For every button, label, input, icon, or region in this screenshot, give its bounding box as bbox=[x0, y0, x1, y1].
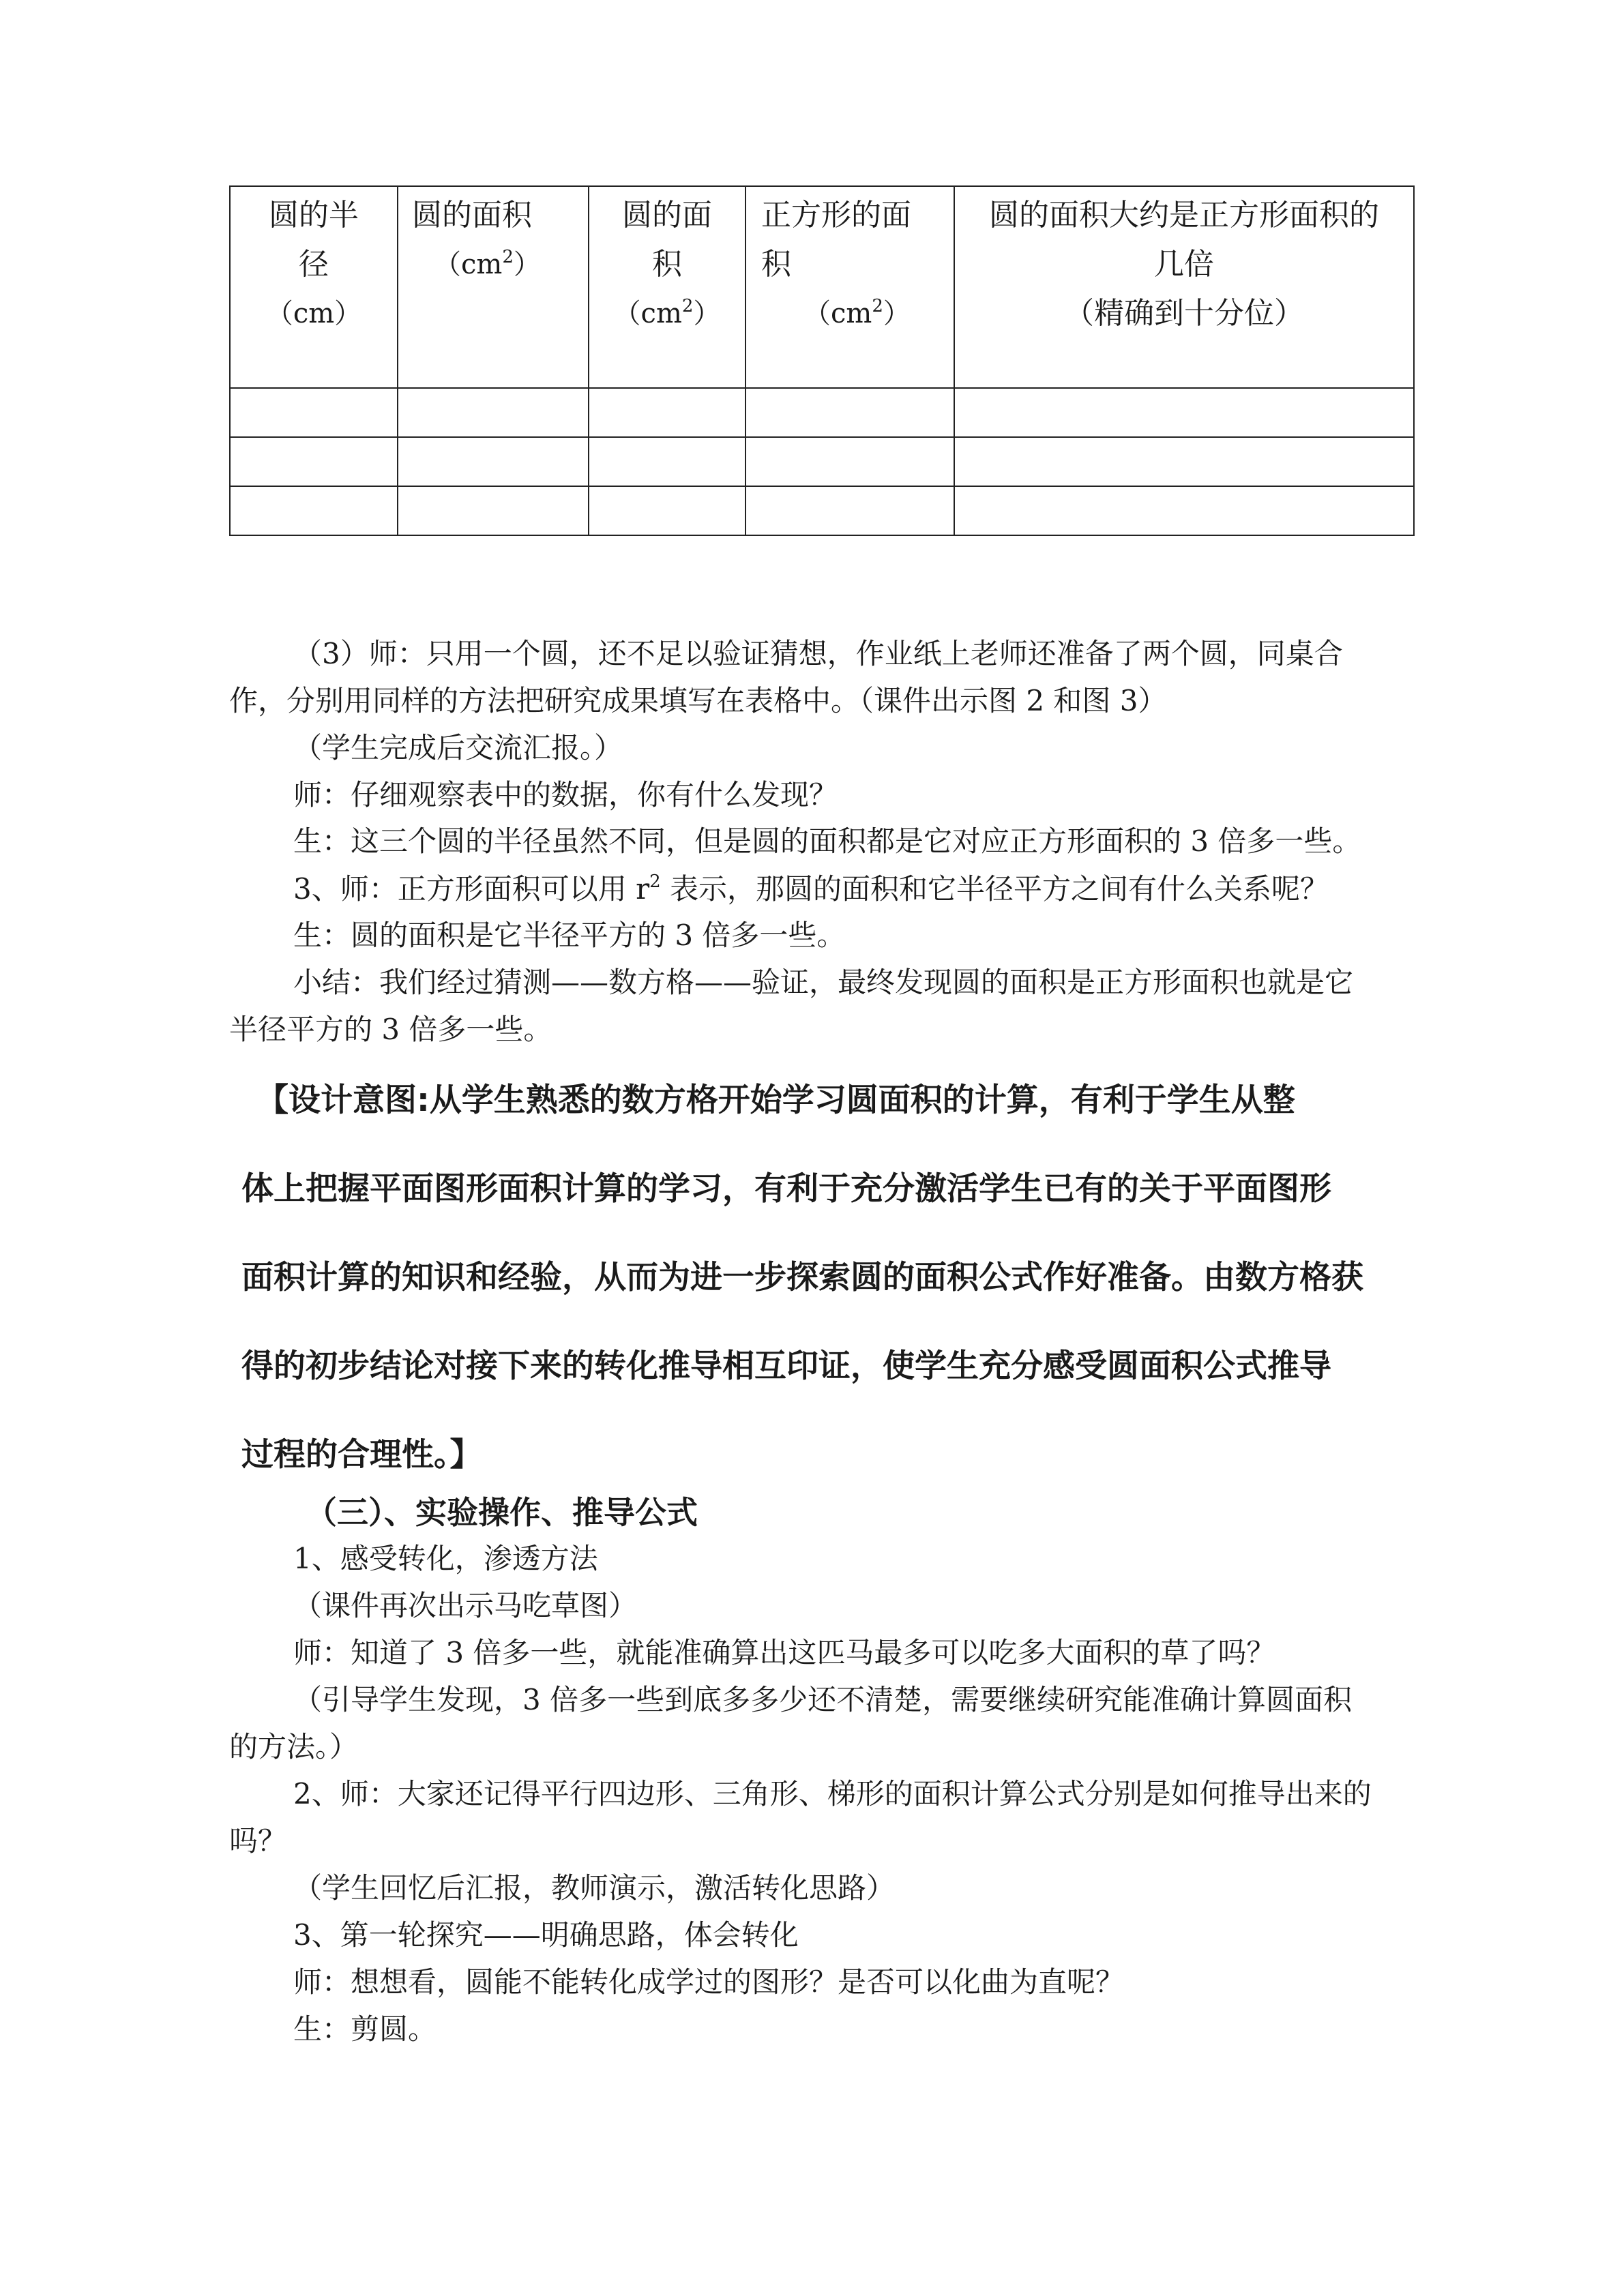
text-pre: 3、师：正方形面积可以用 r bbox=[293, 872, 650, 906]
section-heading: （三）、实验操作、推导公式 bbox=[306, 1494, 698, 1531]
table-cell[interactable] bbox=[589, 486, 745, 535]
table-row bbox=[230, 486, 1414, 535]
paragraph-student-conclusion: 生：圆的面积是它半径平方的 3 倍多一些。 bbox=[293, 919, 846, 952]
header-radius-line2: 径 bbox=[299, 247, 329, 282]
section-teacher-prompt: 师：想想看，圆能不能转化成学过的图形？是否可以化曲为直呢？ bbox=[293, 1965, 1125, 1999]
table-row bbox=[230, 437, 1414, 486]
design-intent-line2: 体上把握平面图形面积计算的学习，有利于充分激活学生已有的关于平面图形 bbox=[241, 1170, 1331, 1208]
header-square-area bbox=[745, 186, 954, 388]
header-circle-area-1 bbox=[398, 186, 589, 388]
header-square-area-unit bbox=[746, 289, 954, 338]
table-cell[interactable] bbox=[589, 437, 745, 486]
text-post: 表示，那圆的面积和它半径平方之间有什么关系呢？ bbox=[660, 872, 1329, 906]
header-circle-area-2-line2: 积 bbox=[652, 247, 682, 282]
section-guidance-line1: （引导学生发现，3 倍多一些到底多多少还不清楚，需要继续研究能准确计算圆面积 bbox=[293, 1683, 1353, 1716]
header-circle-area-1-unit bbox=[398, 240, 588, 289]
r-superscript: 2 bbox=[649, 871, 661, 892]
section-step-3: 3、第一轮探究——明确思路，体会转化 bbox=[293, 1918, 799, 1952]
unit-text: （cm bbox=[434, 249, 503, 280]
table-header-row bbox=[230, 186, 1414, 388]
header-ratio-line2: 几倍 bbox=[1154, 247, 1214, 282]
header-radius bbox=[230, 186, 398, 388]
table-cell[interactable] bbox=[398, 388, 589, 437]
design-intent-line1: 【设计意图:从学生熟悉的数方格开始学习圆面积的计算，有利于学生从整 bbox=[256, 1082, 1295, 1119]
unit-superscript: 2 bbox=[872, 295, 883, 316]
table-cell[interactable] bbox=[230, 437, 398, 486]
table-cell[interactable] bbox=[398, 486, 589, 535]
table-cell[interactable] bbox=[589, 388, 745, 437]
header-square-area-line2: 积 bbox=[761, 247, 791, 282]
paragraph-teacher-question: 师：仔细观察表中的数据，你有什么发现？ bbox=[293, 778, 838, 811]
section-step-2-line1: 2、师：大家还记得平行四边形、三角形、梯形的面积计算公式分别是如何推导出来的 bbox=[293, 1777, 1372, 1810]
header-ratio bbox=[954, 186, 1414, 388]
design-intent-line4: 得的初步结论对接下来的转化推导相互印证，使学生充分感受圆面积公式推导 bbox=[241, 1347, 1331, 1385]
unit-close: ） bbox=[693, 298, 721, 329]
paragraph-summary-line2: 半径平方的 3 倍多一些。 bbox=[229, 1013, 552, 1046]
design-intent-line3: 面积计算的知识和经验，从而为进一步探索圆的面积公式作好准备。由数方格获 bbox=[241, 1259, 1363, 1296]
table-cell[interactable] bbox=[954, 486, 1414, 535]
header-circle-area-2-line1: 圆的面 bbox=[622, 198, 712, 233]
unit-text: （cm bbox=[803, 298, 872, 329]
table-cell[interactable] bbox=[745, 388, 954, 437]
table-cell[interactable] bbox=[745, 486, 954, 535]
table-cell[interactable] bbox=[954, 388, 1414, 437]
header-circle-area-1-line1: 圆的面积 bbox=[412, 198, 532, 233]
paragraph-3-line1: （3）师：只用一个圆，还不足以验证猜想，作业纸上老师还准备了两个圆，同桌合 bbox=[293, 637, 1343, 670]
section-step-2-line2: 吗？ bbox=[229, 1824, 287, 1858]
section-student-recall: （学生回忆后汇报，教师演示，激活转化思路） bbox=[293, 1871, 896, 1905]
unit-superscript: 2 bbox=[681, 295, 694, 316]
unit-superscript: 2 bbox=[502, 246, 514, 267]
section-guidance-line2: 的方法。） bbox=[229, 1730, 359, 1763]
paragraph-r-squared bbox=[293, 870, 1329, 908]
design-intent-line5: 过程的合理性。】 bbox=[241, 1436, 482, 1474]
table-row bbox=[230, 388, 1414, 437]
table-cell[interactable] bbox=[954, 437, 1414, 486]
table-cell[interactable] bbox=[745, 437, 954, 486]
header-ratio-line3: （精确到十分位） bbox=[1064, 296, 1304, 331]
table-cell[interactable] bbox=[398, 437, 589, 486]
header-ratio-line1: 圆的面积大约是正方形面积的 bbox=[989, 198, 1379, 233]
unit-close: ） bbox=[513, 249, 541, 280]
section-courseware-note: （课件再次出示马吃草图） bbox=[293, 1589, 638, 1622]
paragraph-student-report: （学生完成后交流汇报。） bbox=[293, 731, 623, 764]
paragraph-3-line2: 作，分别用同样的方法把研究成果填写在表格中。（课件出示图 2 和图 3） bbox=[229, 684, 1167, 717]
header-circle-area-2 bbox=[589, 186, 745, 388]
header-square-area-line1: 正方形的面 bbox=[761, 198, 911, 233]
header-radius-unit: （cm） bbox=[265, 298, 362, 329]
section-step-1: 1、感受转化，渗透方法 bbox=[293, 1542, 598, 1575]
table-cell[interactable] bbox=[230, 388, 398, 437]
table-cell[interactable] bbox=[230, 486, 398, 535]
section-teacher-question: 师：知道了 3 倍多一些，就能准确算出这匹马最多可以吃多大面积的草了吗？ bbox=[293, 1636, 1275, 1669]
unit-close: ） bbox=[883, 298, 911, 329]
unit-text: （cm bbox=[613, 298, 682, 329]
circle-area-table bbox=[229, 185, 1415, 536]
header-radius-line1: 圆的半 bbox=[269, 198, 359, 233]
paragraph-student-answer: 生：这三个圆的半径虽然不同，但是圆的面积都是它对应正方形面积的 3 倍多一些。 bbox=[293, 824, 1361, 858]
section-student-cut: 生：剪圆。 bbox=[293, 2012, 437, 2046]
paragraph-summary-line1: 小结：我们经过猜测——数方格——验证，最终发现圆的面积是正方形面积也就是它 bbox=[293, 966, 1354, 999]
header-circle-area-2-unit bbox=[589, 289, 745, 338]
